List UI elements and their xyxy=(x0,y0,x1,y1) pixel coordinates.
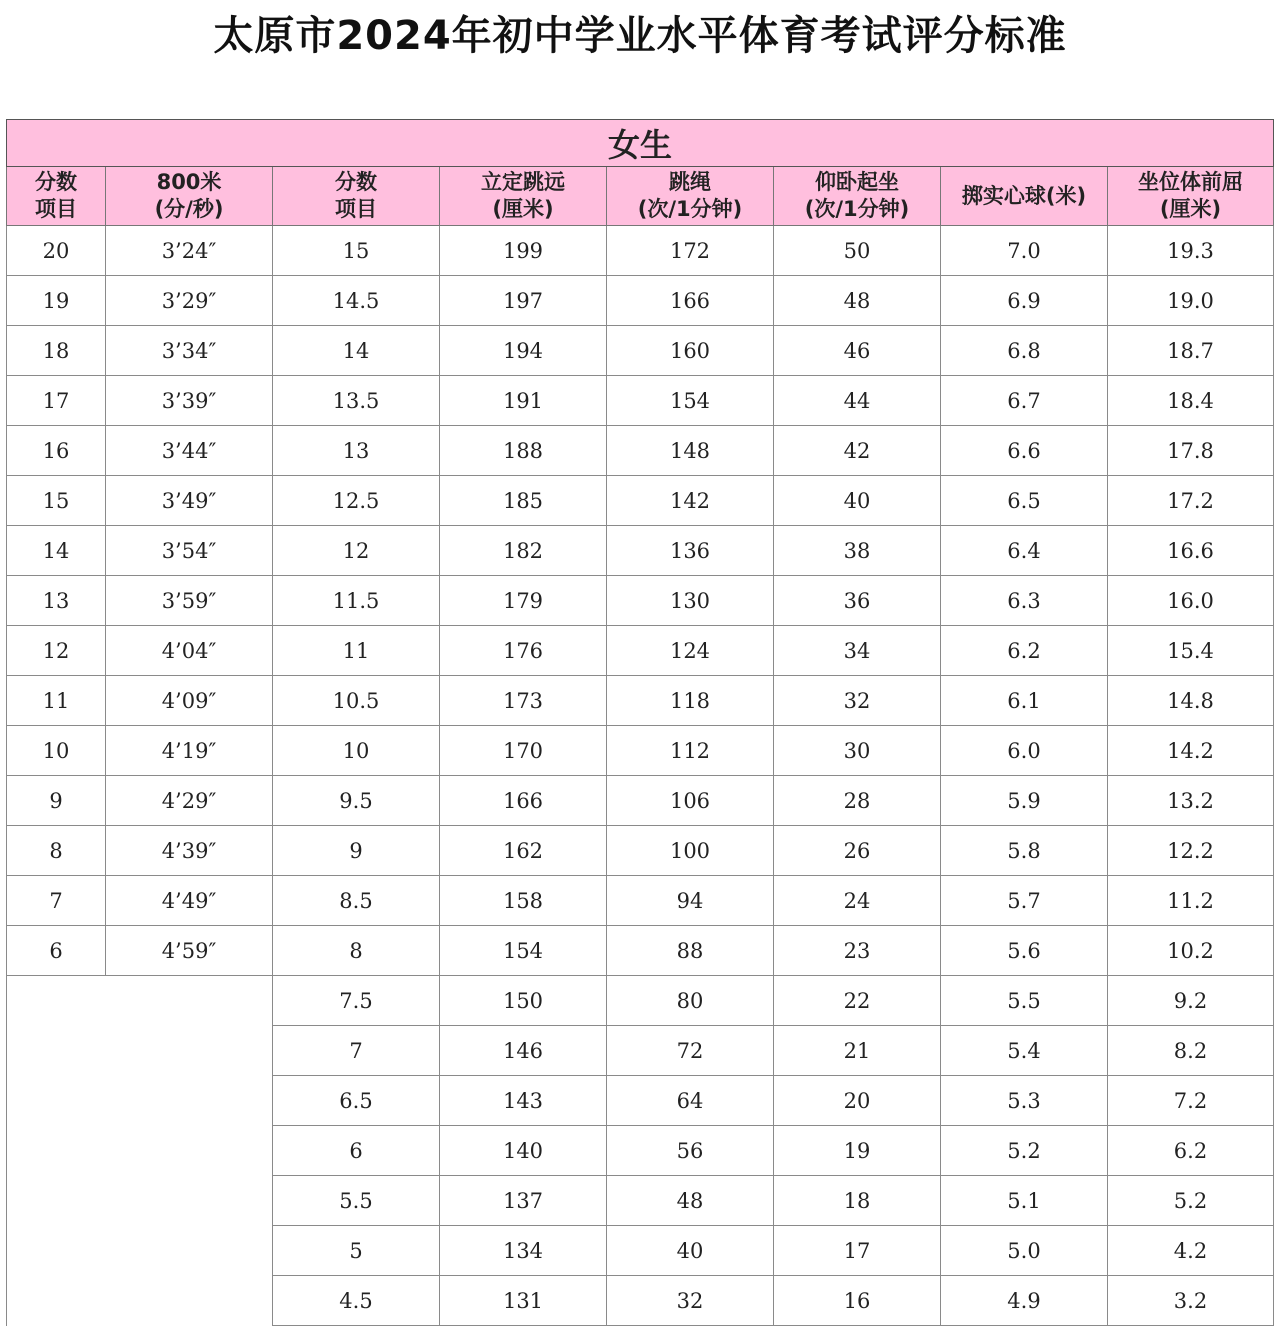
cell-jump-rope: 88 xyxy=(607,926,774,976)
cell-medicine-ball: 6.7 xyxy=(941,376,1108,426)
cell-jump-rope: 48 xyxy=(607,1176,774,1226)
cell-jump-rope: 130 xyxy=(607,576,774,626)
cell-medicine-ball: 6.9 xyxy=(941,276,1108,326)
cell-score-b: 4.5 xyxy=(273,1276,440,1326)
cell-sit-and-reach: 19.3 xyxy=(1108,226,1274,276)
cell-long-jump: 162 xyxy=(440,826,607,876)
cell-jump-rope: 136 xyxy=(607,526,774,576)
cell-score-b: 13.5 xyxy=(273,376,440,426)
table-row xyxy=(7,226,1274,276)
cell-long-jump: 179 xyxy=(440,576,607,626)
cell-long-jump: 146 xyxy=(440,1026,607,1076)
cell-sit-ups: 24 xyxy=(774,876,941,926)
cell-score-b: 5 xyxy=(273,1226,440,1276)
cell-score-a: 6 xyxy=(7,926,106,976)
cell-jump-rope: 106 xyxy=(607,776,774,826)
cell-long-jump: 166 xyxy=(440,776,607,826)
cell-sit-ups: 38 xyxy=(774,526,941,576)
cell-score-b: 8.5 xyxy=(273,876,440,926)
cell-medicine-ball: 5.1 xyxy=(941,1176,1108,1226)
cell-sit-and-reach: 16.6 xyxy=(1108,526,1274,576)
table-row xyxy=(7,876,1274,926)
cell-jump-rope: 32 xyxy=(607,1276,774,1326)
cell-score-b: 13 xyxy=(273,426,440,476)
cell-medicine-ball: 5.7 xyxy=(941,876,1108,926)
cell-jump-rope: 124 xyxy=(607,626,774,676)
cell-jump-rope: 100 xyxy=(607,826,774,876)
cell-sit-and-reach: 17.2 xyxy=(1108,476,1274,526)
cell-sit-ups: 19 xyxy=(774,1126,941,1176)
cell-sit-and-reach: 10.2 xyxy=(1108,926,1274,976)
header-sit-and-reach: 坐位体前屈 (厘米) xyxy=(1108,167,1274,226)
cell-sit-ups: 28 xyxy=(774,776,941,826)
cell-jump-rope: 64 xyxy=(607,1076,774,1126)
cell-sit-and-reach: 7.2 xyxy=(1108,1076,1274,1126)
table-row xyxy=(7,576,1274,626)
table-row xyxy=(7,376,1274,426)
cell-jump-rope: 56 xyxy=(607,1126,774,1176)
cell-score-b: 11.5 xyxy=(273,576,440,626)
cell-score-b: 12.5 xyxy=(273,476,440,526)
cell-sit-ups: 21 xyxy=(774,1026,941,1076)
cell-score-b: 5.5 xyxy=(273,1176,440,1226)
header-score-item-2: 分数 项目 xyxy=(273,167,440,226)
cell-long-jump: 176 xyxy=(440,626,607,676)
cell-long-jump: 134 xyxy=(440,1226,607,1276)
cell-jump-rope: 72 xyxy=(607,1026,774,1076)
page-title: 太原市2024年初中学业水平体育考试评分标准 xyxy=(213,13,1067,59)
cell-run-800m: 4’19″ xyxy=(106,726,273,776)
cell-score-a: 17 xyxy=(7,376,106,426)
table-row xyxy=(7,726,1274,776)
cell-score-a: 10 xyxy=(7,726,106,776)
cell-sit-ups: 30 xyxy=(774,726,941,776)
cell-run-800m: 4’09″ xyxy=(106,676,273,726)
cell-score-b: 9 xyxy=(273,826,440,876)
cell-jump-rope: 94 xyxy=(607,876,774,926)
header-score-item-1: 分数 项目 xyxy=(7,167,106,226)
cell-sit-ups: 48 xyxy=(774,276,941,326)
header-jump-rope: 跳绳 (次/1分钟) xyxy=(607,167,774,226)
cell-medicine-ball: 6.1 xyxy=(941,676,1108,726)
table-header-row xyxy=(7,167,1274,226)
cell-medicine-ball: 6.8 xyxy=(941,326,1108,376)
cell-sit-and-reach: 18.7 xyxy=(1108,326,1274,376)
cell-score-b: 10.5 xyxy=(273,676,440,726)
scoring-table xyxy=(6,119,1274,1326)
cell-sit-ups: 23 xyxy=(774,926,941,976)
cell-sit-and-reach: 19.0 xyxy=(1108,276,1274,326)
cell-score-a: 19 xyxy=(7,276,106,326)
cell-sit-and-reach: 4.2 xyxy=(1108,1226,1274,1276)
cell-score-a: 11 xyxy=(7,676,106,726)
cell-medicine-ball: 6.0 xyxy=(941,726,1108,776)
cell-sit-and-reach: 14.8 xyxy=(1108,676,1274,726)
header-sit-ups: 仰卧起坐 (次/1分钟) xyxy=(774,167,941,226)
table-banner: 女生 xyxy=(7,120,1274,167)
cell-long-jump: 170 xyxy=(440,726,607,776)
cell-score-b: 14 xyxy=(273,326,440,376)
cell-sit-and-reach: 6.2 xyxy=(1108,1126,1274,1176)
cell-run-800m: 3’54″ xyxy=(106,526,273,576)
cell-score-b: 12 xyxy=(273,526,440,576)
cell-score-b: 6 xyxy=(273,1126,440,1176)
cell-score-b: 7.5 xyxy=(273,976,440,1026)
cell-medicine-ball: 6.4 xyxy=(941,526,1108,576)
cell-sit-ups: 40 xyxy=(774,476,941,526)
cell-score-b: 11 xyxy=(273,626,440,676)
cell-medicine-ball: 6.3 xyxy=(941,576,1108,626)
cell-long-jump: 140 xyxy=(440,1126,607,1176)
header-standing-long-jump: 立定跳远 (厘米) xyxy=(440,167,607,226)
cell-long-jump: 197 xyxy=(440,276,607,326)
cell-long-jump: 173 xyxy=(440,676,607,726)
cell-sit-ups: 32 xyxy=(774,676,941,726)
cell-run-800m: 4’59″ xyxy=(106,926,273,976)
cell-medicine-ball: 6.5 xyxy=(941,476,1108,526)
cell-score-a: 12 xyxy=(7,626,106,676)
cell-long-jump: 131 xyxy=(440,1276,607,1326)
cell-score-a: 8 xyxy=(7,826,106,876)
cell-medicine-ball: 5.4 xyxy=(941,1026,1108,1076)
cell-jump-rope: 172 xyxy=(607,226,774,276)
cell-long-jump: 188 xyxy=(440,426,607,476)
cell-score-a: 7 xyxy=(7,876,106,926)
cell-medicine-ball: 5.9 xyxy=(941,776,1108,826)
cell-score-a: 14 xyxy=(7,526,106,576)
cell-jump-rope: 142 xyxy=(607,476,774,526)
cell-long-jump: 194 xyxy=(440,326,607,376)
cell-long-jump: 154 xyxy=(440,926,607,976)
cell-score-a: 15 xyxy=(7,476,106,526)
cell-sit-and-reach: 9.2 xyxy=(1108,976,1274,1026)
cell-jump-rope: 166 xyxy=(607,276,774,326)
cell-sit-ups: 34 xyxy=(774,626,941,676)
table-row xyxy=(7,776,1274,826)
cell-medicine-ball: 5.3 xyxy=(941,1076,1108,1126)
cell-jump-rope: 118 xyxy=(607,676,774,726)
cell-sit-and-reach: 8.2 xyxy=(1108,1026,1274,1076)
cell-score-a: 20 xyxy=(7,226,106,276)
cell-run-800m: 3’49″ xyxy=(106,476,273,526)
table-row xyxy=(7,926,1274,976)
cell-long-jump: 185 xyxy=(440,476,607,526)
cell-jump-rope: 40 xyxy=(607,1226,774,1276)
cell-medicine-ball: 5.6 xyxy=(941,926,1108,976)
cell-sit-and-reach: 15.4 xyxy=(1108,626,1274,676)
cell-sit-ups: 26 xyxy=(774,826,941,876)
table-row xyxy=(7,826,1274,876)
cell-long-jump: 137 xyxy=(440,1176,607,1226)
cell-sit-ups: 36 xyxy=(774,576,941,626)
cell-sit-and-reach: 16.0 xyxy=(1108,576,1274,626)
cell-sit-ups: 17 xyxy=(774,1226,941,1276)
cell-jump-rope: 112 xyxy=(607,726,774,776)
cell-score-a: 16 xyxy=(7,426,106,476)
cell-score-b: 10 xyxy=(273,726,440,776)
table-row xyxy=(7,326,1274,376)
cell-jump-rope: 80 xyxy=(607,976,774,1026)
table-row xyxy=(7,976,1274,1026)
table-row xyxy=(7,526,1274,576)
cell-sit-ups: 22 xyxy=(774,976,941,1026)
header-medicine-ball: 掷实心球(米) xyxy=(941,167,1108,226)
cell-medicine-ball: 5.0 xyxy=(941,1226,1108,1276)
cell-run-800m: 3’59″ xyxy=(106,576,273,626)
cell-long-jump: 143 xyxy=(440,1076,607,1126)
cell-run-800m: 3’39″ xyxy=(106,376,273,426)
cell-medicine-ball: 7.0 xyxy=(941,226,1108,276)
cell-long-jump: 182 xyxy=(440,526,607,576)
cell-sit-ups: 20 xyxy=(774,1076,941,1126)
cell-sit-and-reach: 14.2 xyxy=(1108,726,1274,776)
cell-score-b: 6.5 xyxy=(273,1076,440,1126)
cell-sit-ups: 42 xyxy=(774,426,941,476)
cell-score-b: 15 xyxy=(273,226,440,276)
cell-score-a: 13 xyxy=(7,576,106,626)
table-row xyxy=(7,676,1274,726)
table-row xyxy=(7,626,1274,676)
table-row xyxy=(7,426,1274,476)
cell-run-800m: 3’29″ xyxy=(106,276,273,326)
cell-run-800m: 3’24″ xyxy=(106,226,273,276)
cell-score-b: 9.5 xyxy=(273,776,440,826)
cell-run-800m: 4’49″ xyxy=(106,876,273,926)
table-row xyxy=(7,476,1274,526)
cell-medicine-ball: 4.9 xyxy=(941,1276,1108,1326)
cell-sit-ups: 50 xyxy=(774,226,941,276)
cell-run-800m: 4’04″ xyxy=(106,626,273,676)
cell-long-jump: 199 xyxy=(440,226,607,276)
cell-run-800m: 3’44″ xyxy=(106,426,273,476)
cell-score-a: 9 xyxy=(7,776,106,826)
cell-run-800m: 4’29″ xyxy=(106,776,273,826)
cell-score-b: 7 xyxy=(273,1026,440,1076)
cell-sit-and-reach: 12.2 xyxy=(1108,826,1274,876)
cell-medicine-ball: 6.2 xyxy=(941,626,1108,676)
cell-sit-ups: 46 xyxy=(774,326,941,376)
empty-cell-area xyxy=(7,976,273,1326)
cell-medicine-ball: 5.5 xyxy=(941,976,1108,1026)
cell-sit-ups: 16 xyxy=(774,1276,941,1326)
cell-long-jump: 150 xyxy=(440,976,607,1026)
cell-score-a: 18 xyxy=(7,326,106,376)
cell-sit-and-reach: 13.2 xyxy=(1108,776,1274,826)
cell-sit-and-reach: 18.4 xyxy=(1108,376,1274,426)
cell-jump-rope: 160 xyxy=(607,326,774,376)
cell-medicine-ball: 6.6 xyxy=(941,426,1108,476)
cell-sit-and-reach: 3.2 xyxy=(1108,1276,1274,1326)
cell-sit-ups: 18 xyxy=(774,1176,941,1226)
cell-run-800m: 3’34″ xyxy=(106,326,273,376)
cell-sit-and-reach: 17.8 xyxy=(1108,426,1274,476)
table-row xyxy=(7,276,1274,326)
cell-medicine-ball: 5.2 xyxy=(941,1126,1108,1176)
cell-medicine-ball: 5.8 xyxy=(941,826,1108,876)
cell-score-b: 8 xyxy=(273,926,440,976)
cell-score-b: 14.5 xyxy=(273,276,440,326)
header-800m: 800米 (分/秒) xyxy=(106,167,273,226)
cell-sit-ups: 44 xyxy=(774,376,941,426)
cell-jump-rope: 154 xyxy=(607,376,774,426)
cell-long-jump: 191 xyxy=(440,376,607,426)
cell-jump-rope: 148 xyxy=(607,426,774,476)
cell-run-800m: 4’39″ xyxy=(106,826,273,876)
cell-sit-and-reach: 5.2 xyxy=(1108,1176,1274,1226)
cell-long-jump: 158 xyxy=(440,876,607,926)
cell-sit-and-reach: 11.2 xyxy=(1108,876,1274,926)
